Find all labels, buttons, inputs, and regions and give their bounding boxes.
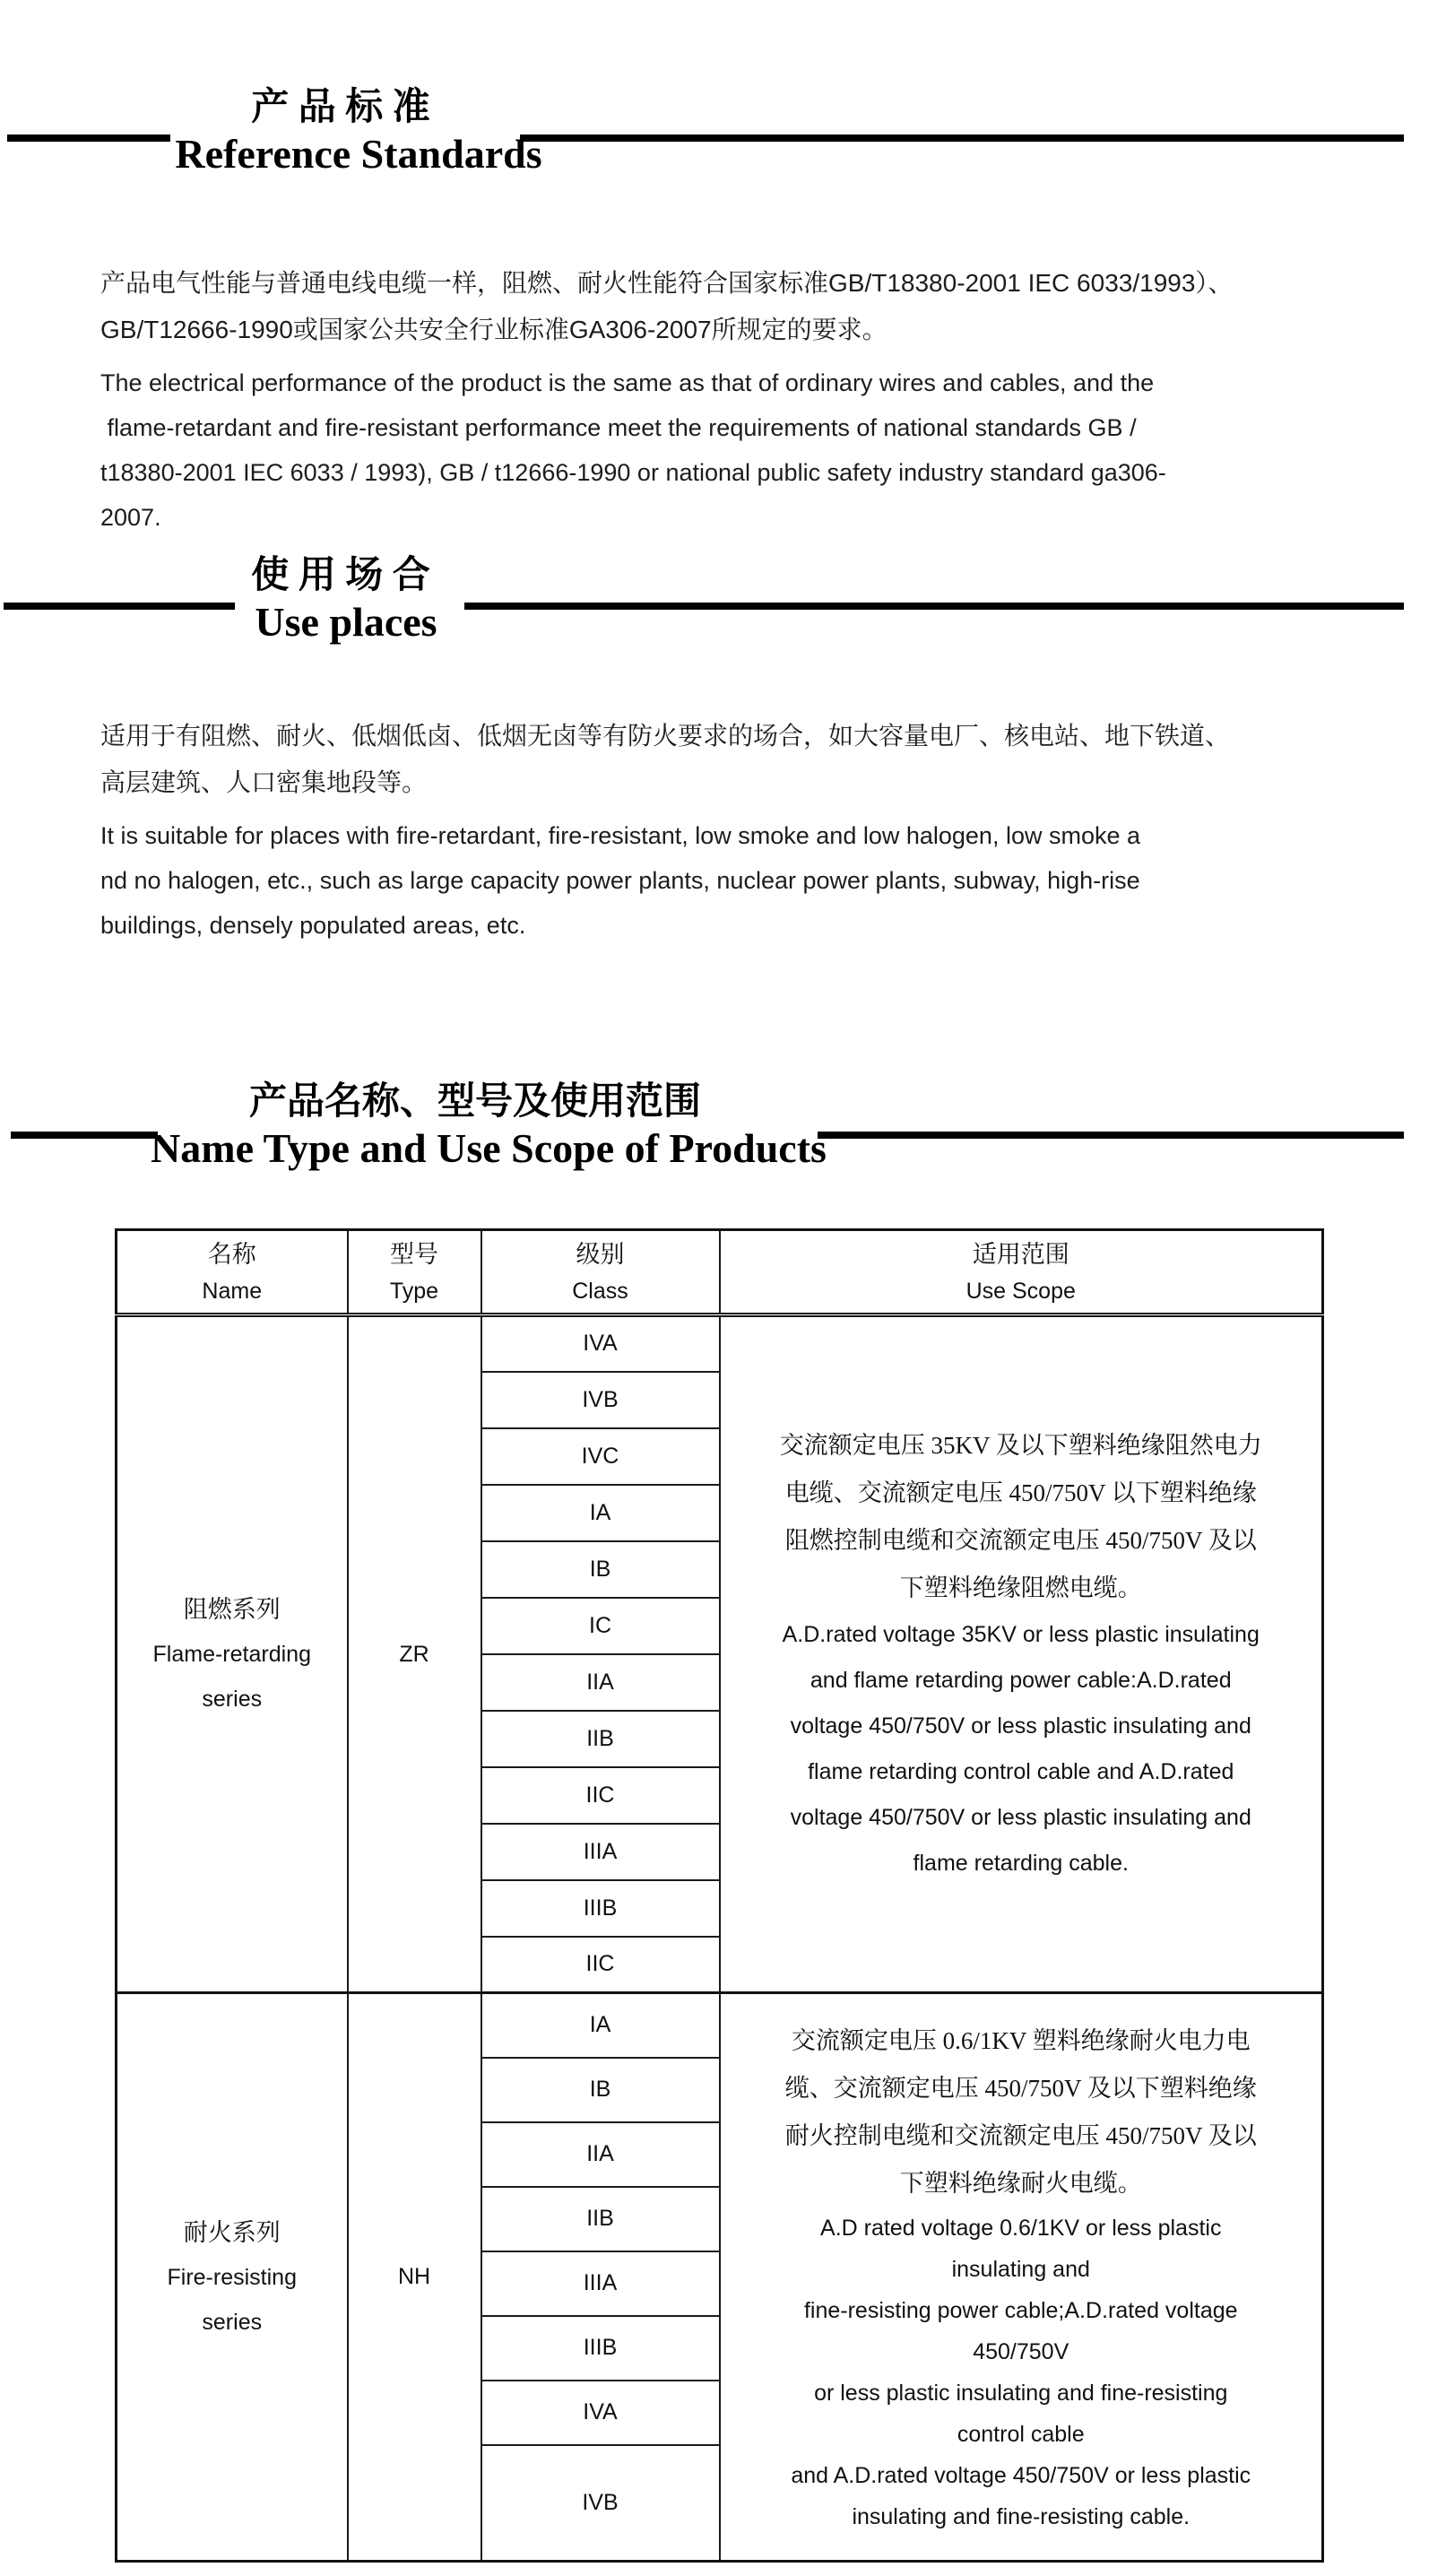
- class-cell: IIA: [481, 2122, 720, 2187]
- class-cell: IA: [481, 1485, 720, 1541]
- table-row: [117, 1315, 1323, 1372]
- class-cell: IIC: [481, 1937, 720, 1993]
- text-line: 适用于有阻燃、耐火、低烟低卤、低烟无卤等有防火要求的场合，如大容量电厂、核电站、地下铁道、: [100, 722, 1231, 750]
- text-line: t18380-2001 IEC 6033 / 1993), GB / t12666-1990 or national public safety industry standard ga306-: [100, 459, 1166, 486]
- reference-standards-paragraph-zh: [100, 260, 1355, 353]
- series-name-en: series: [202, 2309, 263, 2335]
- class-cell: IIB: [481, 2187, 720, 2251]
- series-name-en: Flame-retarding: [152, 1642, 311, 1667]
- class-cell: IIIB: [481, 2316, 720, 2381]
- text-line: flame retarding cable.: [913, 1851, 1129, 1876]
- column-header-en: Class: [572, 1278, 628, 1304]
- column-header-use-scope: [720, 1230, 1323, 1315]
- class-cell: IIC: [481, 1767, 720, 1824]
- text-line: 下塑料绝缘耐火电缆。: [899, 2169, 1142, 2197]
- class-cell: IIIB: [481, 1880, 720, 1937]
- text-line: nd no halogen, etc., such as large capacity power plants, nuclear power plants, subway, high-rise: [100, 867, 1140, 894]
- divider-right-3: [818, 1132, 1404, 1139]
- text-line: voltage 450/750V or less plastic insulating and: [790, 1713, 1251, 1739]
- section-title-en-reference-standards: Reference Standards: [175, 131, 542, 177]
- class-cell: IVC: [481, 1428, 720, 1485]
- text-line: 产品电气性能与普通电线电缆一样，阻燃、耐火性能符合国家标准GB/T18380-2001 IEC 6033/1993）、: [100, 269, 1234, 297]
- text-line: control cable: [957, 2421, 1085, 2447]
- series-name-cell-flame-retarding: [117, 1315, 348, 1993]
- class-cell: IB: [481, 1541, 720, 1598]
- use-scope-zh: [721, 2017, 1322, 2207]
- column-header-zh: 适用范围: [972, 1240, 1069, 1268]
- text-line: and A.D.rated voltage 450/750V or less plastic: [791, 2462, 1251, 2488]
- text-line: 阻燃控制电缆和交流额定电压 450/750V 及以: [784, 1527, 1257, 1554]
- class-cell: IVA: [481, 2381, 720, 2445]
- use-scope-en: [721, 1612, 1322, 1886]
- text-line: 交流额定电压 35KV 及以下塑料绝缘阻然电力: [779, 1432, 1262, 1459]
- divider-right-2: [464, 603, 1404, 610]
- class-cell: IC: [481, 1598, 720, 1654]
- product-spec-table: [115, 1228, 1324, 2563]
- section-title-zh-reference-standards: 产 品 标 准: [251, 87, 430, 128]
- text-line: buildings, densely populated areas, etc.: [100, 912, 526, 939]
- column-header-name: [117, 1230, 348, 1315]
- class-cell: IVB: [481, 2445, 720, 2562]
- reference-standards-paragraph-en: [100, 360, 1355, 540]
- column-header-zh: 型号: [390, 1240, 438, 1268]
- column-header-en: Type: [389, 1278, 439, 1304]
- text-line: 耐火控制电缆和交流额定电压 450/750V 及以: [784, 2121, 1257, 2149]
- text-line: 下塑料绝缘阻燃电缆。: [899, 1574, 1142, 1601]
- divider-right-1: [520, 134, 1404, 142]
- series-name-en: series: [202, 1687, 263, 1712]
- text-line: A.D.rated voltage 35KV or less plastic insulating: [782, 1622, 1260, 1647]
- text-line: flame-retardant and fire-resistant performance meet the requirements of national standards GB /: [100, 414, 1137, 441]
- column-header-zh: 名称: [207, 1240, 256, 1268]
- text-line: 电缆、交流额定电压 450/750V 以下塑料绝缘: [784, 1479, 1257, 1506]
- text-line: 交流额定电压 0.6/1KV 塑料绝缘耐火电力电: [791, 2026, 1251, 2054]
- series-name-cell-fire-resisting: [117, 1993, 348, 2562]
- section-title-zh-use-places: 使 用 场 合: [251, 555, 430, 596]
- series-name-zh: 阻燃系列: [183, 1596, 281, 1623]
- series-name-zh: 耐火系列: [183, 2218, 281, 2246]
- text-line: 2007.: [100, 504, 161, 531]
- class-cell: IA: [481, 1993, 720, 2058]
- text-line: flame retarding control cable and A.D.rated: [808, 1759, 1234, 1784]
- text-line: insulating and fine-resisting cable.: [852, 2503, 1191, 2529]
- class-cell: IIIA: [481, 2251, 720, 2316]
- column-header-en: Use Scope: [965, 1278, 1076, 1304]
- text-line: It is suitable for places with fire-retardant, fire-resistant, low smoke and low halogen, low smoke a: [100, 822, 1141, 849]
- column-header-class: [481, 1230, 720, 1315]
- column-header-type: [348, 1230, 481, 1315]
- column-header-en: Name: [202, 1278, 263, 1304]
- text-line: 缆、交流额定电压 450/750V 及以下塑料绝缘: [784, 2074, 1257, 2102]
- use-scope-cell-flame-retarding: [720, 1315, 1323, 1993]
- text-line: voltage 450/750V or less plastic insulating and: [790, 1805, 1251, 1830]
- table-header-row: [117, 1230, 1323, 1315]
- class-cell: IIIA: [481, 1824, 720, 1880]
- use-places-paragraph-en: [100, 813, 1355, 948]
- section-title-en-use-places: Use places: [255, 599, 437, 645]
- class-cell: IB: [481, 2058, 720, 2122]
- text-line: and flame retarding power cable:A.D.rated: [810, 1668, 1232, 1693]
- use-scope-en: [721, 2207, 1322, 2537]
- series-name-en: Fire-resisting: [167, 2264, 297, 2290]
- section-title-en-name-type-scope: Name Type and Use Scope of Products: [151, 1125, 827, 1171]
- text-line: fine-resisting power cable;A.D.rated voltage: [803, 2297, 1238, 2323]
- text-line: 450/750V: [973, 2338, 1069, 2364]
- use-scope-cell-fire-resisting: [720, 1993, 1323, 2562]
- class-cell: IVA: [481, 1315, 720, 1372]
- text-line: or less plastic insulating and fine-resisting: [814, 2380, 1228, 2406]
- text-line: A.D rated voltage 0.6/1KV or less plastic: [820, 2215, 1222, 2241]
- text-line: insulating and: [951, 2256, 1090, 2282]
- use-places-paragraph-zh: [100, 713, 1355, 806]
- series-type-cell-nh: NH: [348, 1993, 481, 2562]
- use-scope-zh: [721, 1422, 1322, 1612]
- text-line: GB/T12666-1990或国家公共安全行业标准GA306-2007所规定的要求。: [100, 316, 888, 343]
- text-line: The electrical performance of the product is the same as that of ordinary wires and cables, and the: [100, 369, 1155, 396]
- text-line: 高层建筑、人口密集地段等。: [100, 768, 428, 796]
- class-cell: IIA: [481, 1654, 720, 1711]
- class-cell: IVB: [481, 1372, 720, 1428]
- table-row: [117, 1993, 1323, 2058]
- column-header-zh: 级别: [576, 1240, 625, 1268]
- section-title-zh-name-type-scope: 产品名称、型号及使用范围: [249, 1081, 702, 1123]
- class-cell: IIB: [481, 1711, 720, 1767]
- series-type-cell-zr: ZR: [348, 1315, 481, 1993]
